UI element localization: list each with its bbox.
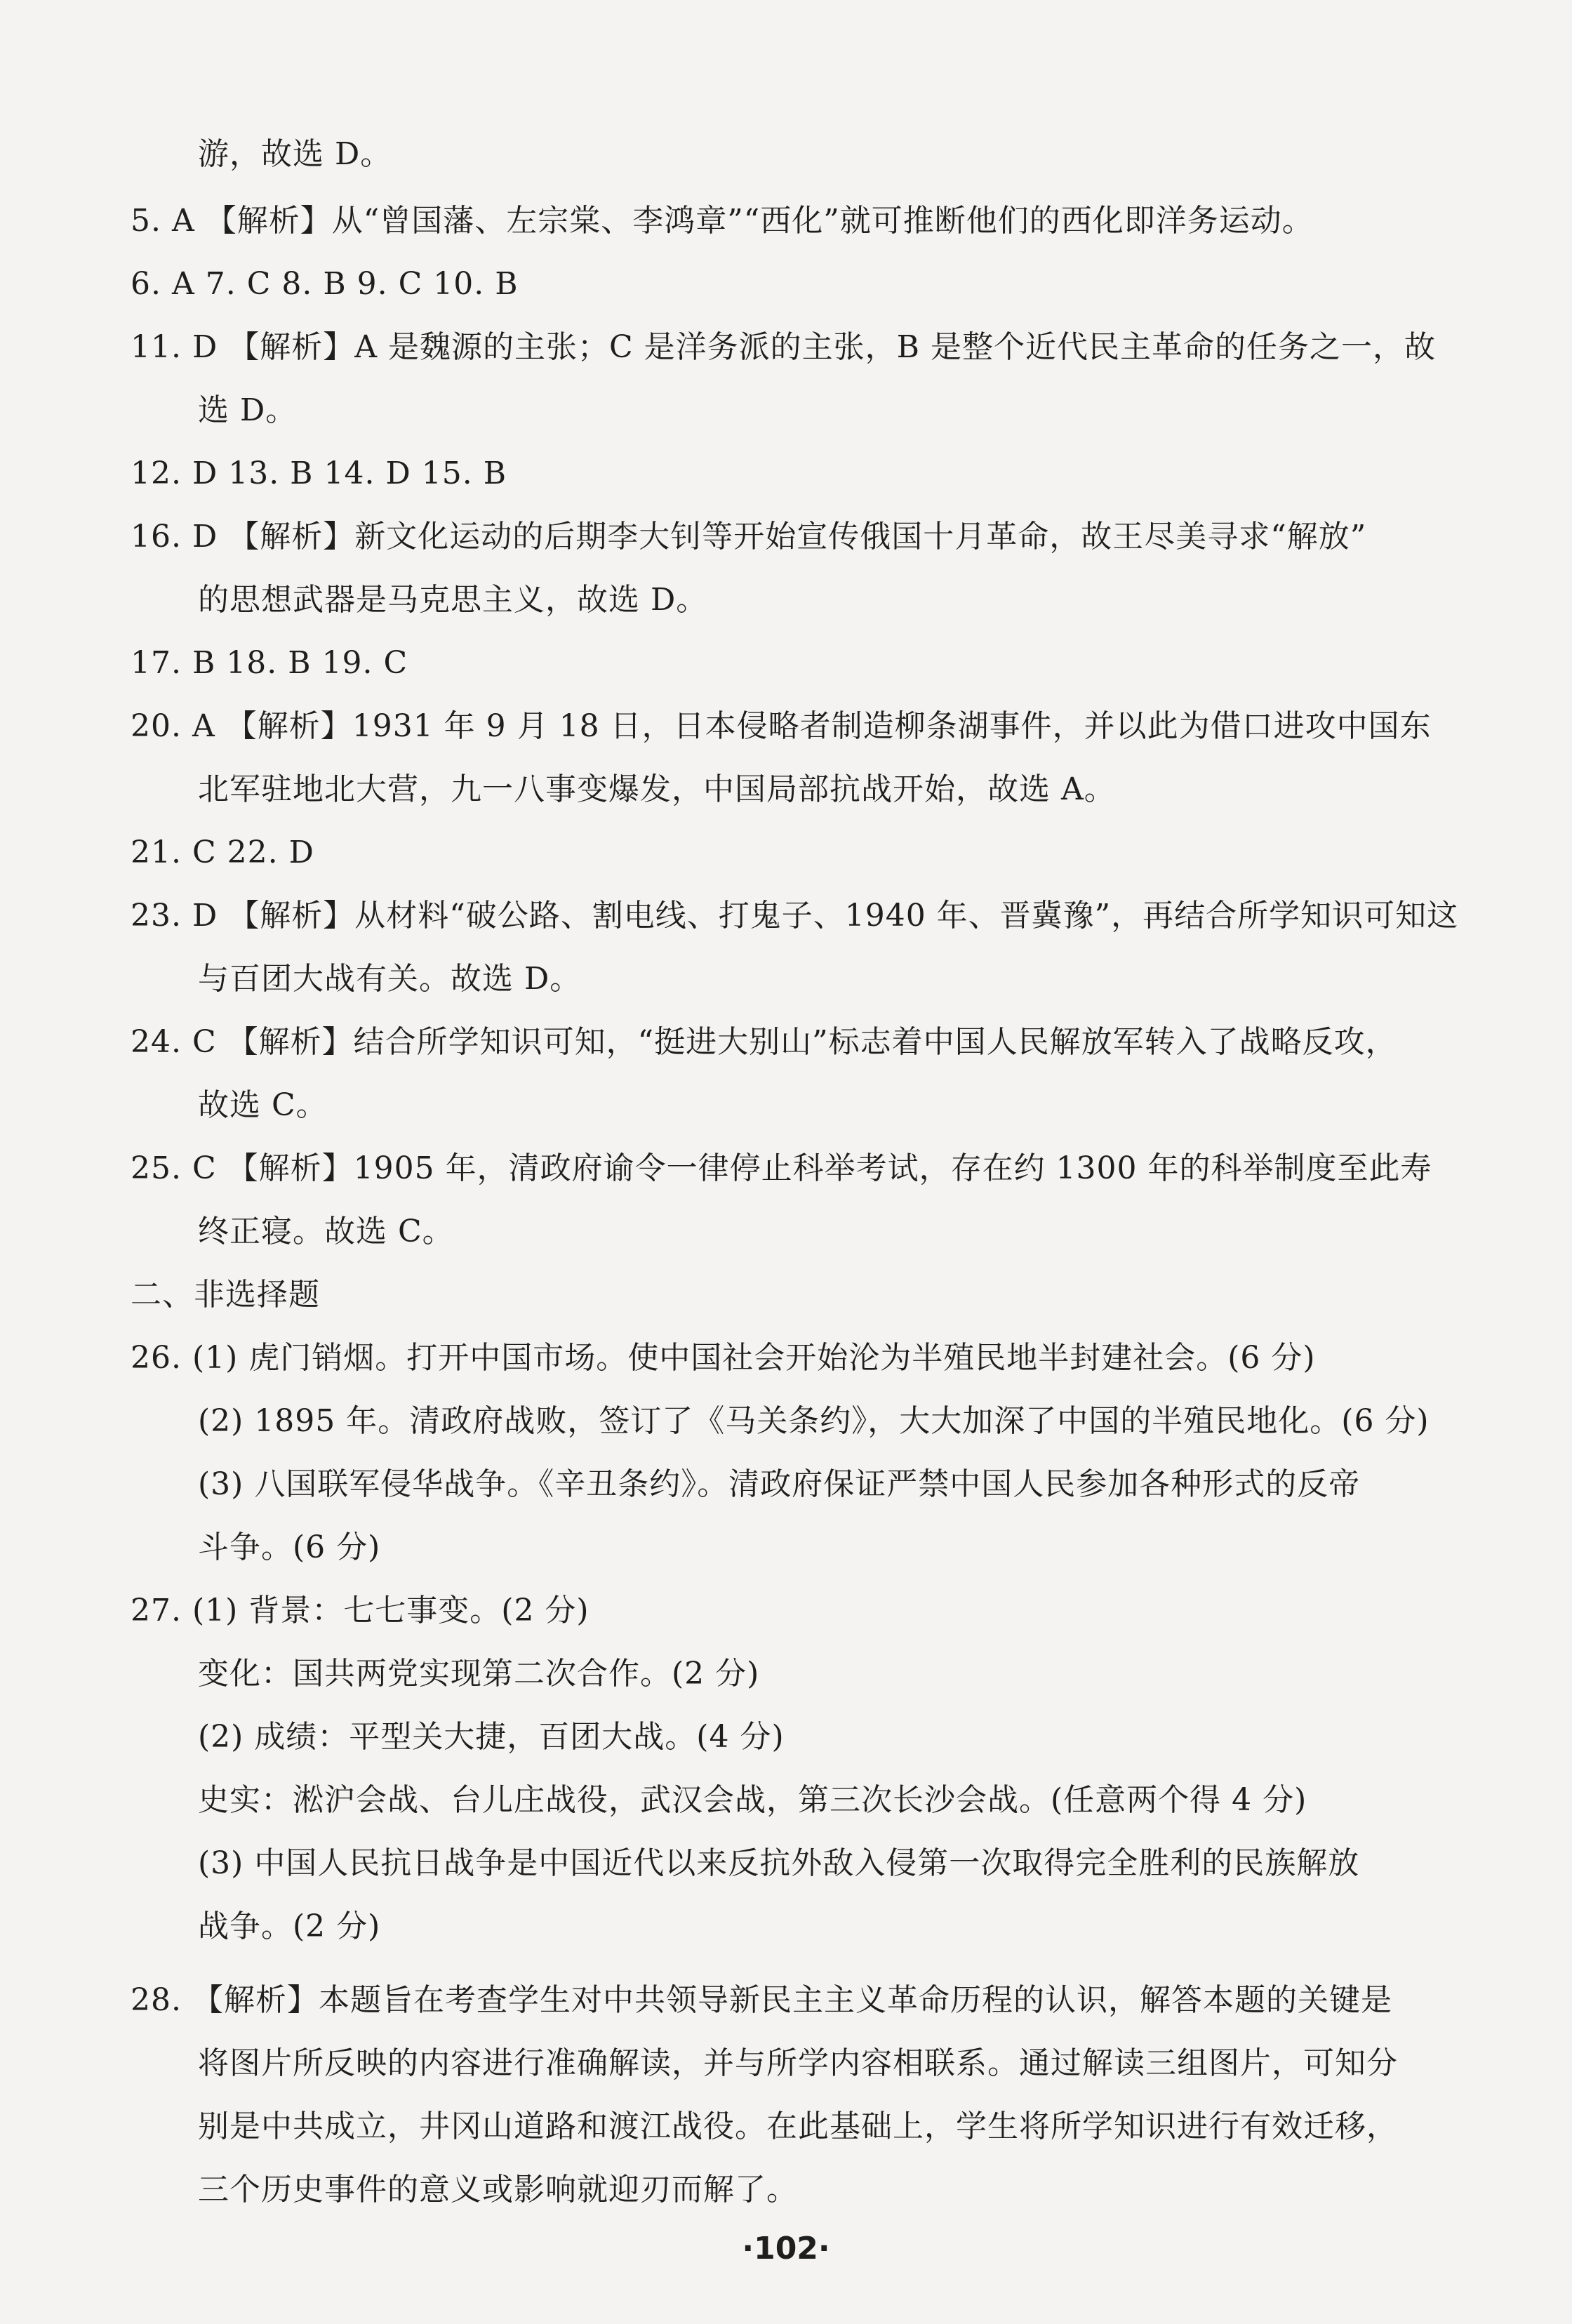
text-line: 北军驻地北大营，九一八事变爆发，中国局部抗战开始，故选 A。 xyxy=(198,771,1116,807)
text-line: (3) 中国人民抗日战争是中国近代以来反抗外敌入侵第一次取得完全胜利的民族解放 xyxy=(198,1845,1360,1881)
answers-21-22: 21. C 22. D xyxy=(131,835,314,870)
section-heading: 二、非选择题 xyxy=(131,1277,320,1313)
answer-28: 28. 【解析】本题旨在考查学生对中共领导新民主主义革命历程的认识，解答本题的关键是 xyxy=(131,1982,1392,2018)
answers-17-19: 17. B 18. B 19. C xyxy=(131,645,408,681)
answers-6-10: 6. A 7. C 8. B 9. C 10. B xyxy=(131,266,519,302)
text-line: 战争。(2 分) xyxy=(198,1908,381,1944)
text-line: 终正寝。故选 C。 xyxy=(198,1214,454,1249)
text-line: 故选 C。 xyxy=(198,1087,328,1123)
text-line: 游，故选 D。 xyxy=(198,136,392,172)
text-line: 的思想武器是马克思主义，故选 D。 xyxy=(198,582,708,618)
text-line: 选 D。 xyxy=(198,392,298,428)
text-line: 斗争。(6 分) xyxy=(198,1529,381,1565)
text-line: 别是中共成立，井冈山道路和渡江战役。在此基础上，学生将所学知识进行有效迁移， xyxy=(198,2109,1398,2144)
text-line: 变化：国共两党实现第二次合作。(2 分) xyxy=(198,1656,760,1692)
answer-26: 26. (1) 虎门销烟。打开中国市场。使中国社会开始沦为半殖民地半封建社会。(6 分) xyxy=(131,1340,1316,1376)
answer-20: 20. A 【解析】1931 年 9 月 18 日，日本侵略者制造柳条湖事件，并以此为借口进攻中国东 xyxy=(131,708,1432,744)
answer-5: 5. A 【解析】从“曾国藩、左宗棠、李鸿章”“西化”就可推断他们的西化即洋务运动。 xyxy=(131,203,1314,239)
page-number: ·102· xyxy=(742,2231,830,2266)
answer-27: 27. (1) 背景：七七事变。(2 分) xyxy=(131,1593,590,1628)
answer-23: 23. D 【解析】从材料“破公路、割电线、打鬼子、1940 年、晋冀豫”，再结合所学知识可知这 xyxy=(131,898,1459,934)
answer-11: 11. D 【解析】A 是魏源的主张；C 是洋务派的主张，B 是整个近代民主革命的任务之一，故 xyxy=(131,329,1436,365)
answer-24: 24. C 【解析】结合所学知识可知，“挺进大别山”标志着中国人民解放军转入了战略反攻， xyxy=(131,1024,1397,1060)
text-line: (2) 成绩：平型关大捷，百团大战。(4 分) xyxy=(198,1719,785,1755)
text-line: 史实：淞沪会战、台儿庄战役，武汉会战，第三次长沙会战。(任意两个得 4 分) xyxy=(198,1782,1307,1818)
text-line: 三个历史事件的意义或影响就迎刃而解了。 xyxy=(198,2172,798,2207)
text-line: (3) 八国联军侵华战争。《辛丑条约》。清政府保证严禁中国人民参加各种形式的反帝 xyxy=(198,1466,1361,1502)
answers-12-15: 12. D 13. B 14. D 15. B xyxy=(131,456,507,491)
answer-25: 25. C 【解析】1905 年，清政府谕令一律停止科举考试，存在约 1300 年的科举制度至此寿 xyxy=(131,1150,1432,1186)
answer-16: 16. D 【解析】新文化运动的后期李大钊等开始宣传俄国十月革命，故王尽美寻求“解放” xyxy=(131,519,1367,555)
text-line: (2) 1895 年。清政府战败，签订了《马关条约》，大大加深了中国的半殖民地化。(6 分) xyxy=(198,1403,1430,1439)
text-line: 与百团大战有关。故选 D。 xyxy=(198,961,582,997)
text-line: 将图片所反映的内容进行准确解读，并与所学内容相联系。通过解读三组图片，可知分 xyxy=(198,2045,1398,2081)
